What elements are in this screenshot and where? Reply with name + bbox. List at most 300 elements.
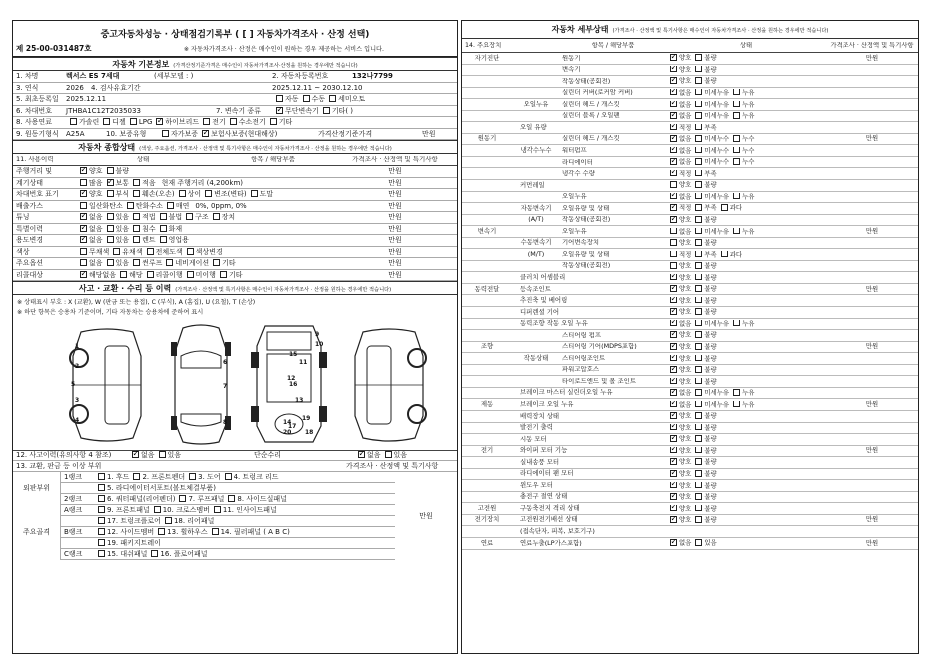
simple-repair-checkbox[interactable] bbox=[358, 451, 365, 458]
status-option-label: 없음 bbox=[89, 224, 103, 233]
rank-checkbox[interactable] bbox=[179, 495, 186, 502]
detail-item: 스티어링조인트 bbox=[562, 354, 606, 362]
rank-row bbox=[61, 505, 395, 516]
status-checkbox[interactable] bbox=[167, 202, 174, 209]
status-checkbox[interactable] bbox=[80, 236, 87, 243]
detail-row bbox=[462, 215, 918, 227]
detail-checkbox[interactable] bbox=[695, 251, 702, 258]
detail-item: 오일유량 및 상태 bbox=[562, 250, 610, 258]
detail-options bbox=[666, 112, 826, 120]
detail-option-label: 부족 bbox=[704, 250, 717, 259]
detail-checkbox[interactable] bbox=[670, 239, 677, 246]
detail-checkbox[interactable] bbox=[695, 343, 702, 350]
status-checkbox[interactable] bbox=[133, 190, 140, 197]
detail-checkbox[interactable] bbox=[695, 505, 702, 512]
detail-option-label: 미세누수 bbox=[704, 158, 730, 166]
detail-title: 자동차 세부상태 bbox=[551, 25, 609, 34]
status-checkbox[interactable] bbox=[107, 190, 114, 197]
detail-option-label: 불량 bbox=[704, 366, 717, 374]
status-checkbox[interactable] bbox=[147, 271, 154, 278]
fuel-checkbox[interactable] bbox=[203, 118, 210, 125]
detail-checkbox[interactable] bbox=[695, 274, 702, 281]
outer-panel-label: 외판부위 bbox=[22, 484, 51, 493]
detail-option-label: 양호 bbox=[679, 216, 692, 224]
status-checkbox[interactable] bbox=[187, 248, 194, 255]
detail-checkbox[interactable] bbox=[670, 274, 677, 281]
status-checkbox[interactable] bbox=[80, 225, 87, 232]
detail-checkbox[interactable] bbox=[670, 262, 677, 269]
status-checkbox[interactable] bbox=[133, 179, 140, 186]
detail-checkbox[interactable] bbox=[670, 124, 677, 131]
fuel-option-label: 수소전기 bbox=[238, 118, 266, 127]
detail-checkbox[interactable] bbox=[670, 412, 677, 419]
rank-checkbox[interactable] bbox=[98, 517, 105, 524]
detail-subcategory: 와이퍼 모터 기능 bbox=[520, 446, 568, 455]
detail-checkbox[interactable] bbox=[733, 389, 740, 396]
status-row-options bbox=[73, 271, 333, 279]
transmission-checkbox[interactable] bbox=[276, 95, 283, 102]
detail-checkbox[interactable] bbox=[733, 320, 740, 327]
detail-checkbox[interactable] bbox=[670, 181, 677, 188]
detail-checkbox[interactable] bbox=[695, 54, 702, 61]
status-option-label: 있음 bbox=[115, 259, 130, 268]
status-checkbox[interactable] bbox=[107, 167, 114, 174]
fuel-checkbox[interactable] bbox=[70, 118, 77, 125]
detail-subcategory: (A/T) bbox=[528, 215, 544, 224]
fuel-option-label: 하이브리드 bbox=[165, 118, 200, 127]
status-checkbox[interactable] bbox=[80, 213, 87, 220]
part-number-label: 19 bbox=[302, 415, 311, 422]
status-checkbox[interactable] bbox=[80, 179, 87, 186]
status-checkbox[interactable] bbox=[107, 259, 114, 266]
rank-item-label: 7. 루프패널 bbox=[188, 494, 225, 503]
status-option-label: 미이행 bbox=[195, 270, 216, 279]
detail-checkbox[interactable] bbox=[695, 204, 702, 211]
detail-checkbox[interactable] bbox=[695, 539, 702, 546]
accident-table bbox=[13, 450, 457, 560]
detail-checkbox[interactable] bbox=[695, 401, 702, 408]
fuel-checkbox[interactable] bbox=[156, 118, 163, 125]
fuel-checkbox[interactable] bbox=[103, 118, 110, 125]
status-checkbox[interactable] bbox=[107, 179, 114, 186]
part-number-label: 15 bbox=[289, 351, 298, 358]
rank-checkbox[interactable] bbox=[151, 550, 158, 557]
detail-checkbox[interactable] bbox=[670, 343, 677, 350]
rank-checkbox[interactable] bbox=[165, 517, 172, 524]
detail-checkbox[interactable] bbox=[670, 251, 677, 258]
detail-checkbox[interactable] bbox=[670, 158, 677, 165]
status-checkbox[interactable] bbox=[80, 202, 87, 209]
detail-row bbox=[462, 446, 918, 458]
fuel-options bbox=[63, 118, 295, 126]
detail-checkbox[interactable] bbox=[695, 412, 702, 419]
detail-checkbox[interactable] bbox=[695, 355, 702, 362]
status-option-label: 해당없음 bbox=[89, 270, 117, 279]
status-option-label: 영업용 bbox=[168, 236, 189, 245]
status-checkbox[interactable] bbox=[107, 225, 114, 232]
basic-row-carname bbox=[13, 71, 457, 83]
rank-checkbox[interactable] bbox=[158, 528, 165, 535]
rank-items bbox=[91, 528, 293, 536]
status-row-options bbox=[73, 248, 333, 256]
detail-checkbox[interactable] bbox=[670, 147, 677, 154]
status-checkbox[interactable] bbox=[220, 271, 227, 278]
rank-checkbox[interactable] bbox=[98, 528, 105, 535]
status-option-label: 렌트 bbox=[142, 236, 156, 245]
detail-options bbox=[666, 320, 826, 328]
detail-checkbox[interactable] bbox=[695, 124, 702, 131]
status-option-label: 없음 bbox=[89, 259, 103, 268]
status-option-label: 네비게이션 bbox=[175, 259, 210, 268]
detail-checkbox[interactable] bbox=[695, 101, 702, 108]
detail-checkbox[interactable] bbox=[670, 89, 677, 96]
status-row-label: 색상 bbox=[16, 247, 30, 256]
detail-row bbox=[462, 53, 918, 65]
detail-checkbox[interactable] bbox=[695, 181, 702, 188]
detail-checkbox[interactable] bbox=[695, 308, 702, 315]
rank-item-label: 2. 프론트펜더 bbox=[142, 472, 186, 481]
rank-checkbox[interactable] bbox=[225, 473, 232, 480]
detail-checkbox[interactable] bbox=[695, 493, 702, 500]
status-row-label: 리콜대상 bbox=[16, 270, 44, 279]
car-name-label: 1. 차명 bbox=[16, 72, 39, 81]
detail-option-label: 불량 bbox=[704, 481, 717, 490]
detail-checkbox[interactable] bbox=[695, 216, 702, 223]
detail-checkbox[interactable] bbox=[670, 389, 677, 396]
detail-subcategory: 자동변속기 bbox=[520, 203, 552, 212]
status-checkbox[interactable] bbox=[133, 259, 140, 266]
detail-checkbox[interactable] bbox=[695, 424, 702, 431]
accident-subtitle: (가격조사 · 산정액 및 특기사항은 매수인이 자동차가격조사 · 산정을 원하는 경우에만 적습니다) bbox=[175, 287, 392, 293]
status-checkbox[interactable] bbox=[80, 271, 87, 278]
detail-option-label: 미세누유 bbox=[704, 88, 730, 97]
status-checkbox[interactable] bbox=[133, 225, 140, 232]
detail-checkbox[interactable] bbox=[695, 447, 702, 454]
status-option-label: 매연 bbox=[175, 201, 190, 210]
detail-row bbox=[462, 538, 918, 550]
rank-checkbox[interactable] bbox=[214, 506, 221, 513]
detail-checkbox[interactable] bbox=[670, 170, 677, 177]
detail-checkbox[interactable] bbox=[670, 401, 677, 408]
detail-options bbox=[666, 262, 826, 270]
status-checkbox[interactable] bbox=[133, 236, 140, 243]
transmission-checkbox[interactable] bbox=[303, 95, 310, 102]
status-option-label: 기타 bbox=[222, 259, 236, 268]
detail-checkbox[interactable] bbox=[695, 378, 702, 385]
detail-checkbox[interactable] bbox=[695, 262, 702, 269]
detail-checkbox[interactable] bbox=[721, 251, 728, 258]
car-diagram bbox=[13, 320, 457, 450]
detail-checkbox[interactable] bbox=[695, 112, 702, 119]
status-checkbox[interactable] bbox=[127, 202, 134, 209]
detail-checkbox[interactable] bbox=[733, 101, 740, 108]
detail-checkbox[interactable] bbox=[670, 482, 677, 489]
detail-checkbox[interactable] bbox=[695, 320, 702, 327]
detail-checkbox[interactable] bbox=[670, 366, 677, 373]
detail-checkbox[interactable] bbox=[695, 228, 702, 235]
status-row-options bbox=[73, 236, 333, 244]
detail-checkbox[interactable] bbox=[695, 135, 702, 142]
detail-checkbox[interactable] bbox=[695, 193, 702, 200]
detail-checkbox[interactable] bbox=[670, 54, 677, 61]
rank-checkbox[interactable] bbox=[98, 539, 105, 546]
detail-option-label: 양호 bbox=[679, 366, 692, 374]
detail-checkbox[interactable] bbox=[695, 89, 702, 96]
detail-checkbox[interactable] bbox=[670, 331, 677, 338]
detail-checkbox[interactable] bbox=[670, 505, 677, 512]
rank-rows bbox=[61, 472, 395, 560]
detail-checkbox[interactable] bbox=[670, 539, 677, 546]
detail-checkbox[interactable] bbox=[695, 170, 702, 177]
detail-option-label: 없음 bbox=[679, 389, 692, 397]
fuel-option-label: 기타 bbox=[278, 118, 293, 127]
detail-checkbox[interactable] bbox=[695, 458, 702, 465]
status-checkbox[interactable] bbox=[147, 248, 154, 255]
rank-row bbox=[61, 494, 395, 505]
detail-checkbox[interactable] bbox=[733, 112, 740, 119]
status-checkbox[interactable] bbox=[107, 213, 114, 220]
rank-checkbox[interactable] bbox=[98, 473, 105, 480]
detail-checkbox[interactable] bbox=[670, 285, 677, 292]
transmission-option-label: 세미오토 bbox=[338, 95, 366, 104]
status-checkbox[interactable] bbox=[107, 236, 114, 243]
accident-checkbox[interactable] bbox=[132, 451, 139, 458]
detail-option-label: 양호 bbox=[679, 493, 692, 501]
detail-checkbox[interactable] bbox=[670, 378, 677, 385]
status-option-label: 적음 bbox=[142, 178, 156, 187]
detail-checkbox[interactable] bbox=[670, 112, 677, 119]
detail-checkbox[interactable] bbox=[670, 216, 677, 223]
detail-column-header bbox=[462, 39, 918, 53]
detail-checkbox[interactable] bbox=[733, 193, 740, 200]
detail-subcategory: 브레이크 마스터 실린더오일 누유 bbox=[520, 388, 613, 397]
status-checkbox[interactable] bbox=[80, 248, 87, 255]
detail-checkbox[interactable] bbox=[695, 482, 702, 489]
document-title: 중고자동차성능 · 상태점검기록부 ( [ ] 자동차가격조사 · 산정 선택) bbox=[100, 30, 370, 40]
detail-checkbox[interactable] bbox=[733, 158, 740, 165]
detail-category: 전기장치 bbox=[474, 515, 500, 524]
detail-options bbox=[666, 470, 826, 478]
status-row bbox=[13, 189, 457, 201]
detail-checkbox[interactable] bbox=[695, 66, 702, 73]
detail-option-label: 불량 bbox=[704, 216, 717, 224]
detail-checkbox[interactable] bbox=[670, 320, 677, 327]
part-number-label: 12 bbox=[287, 375, 296, 382]
detail-option-label: 불량 bbox=[704, 493, 717, 501]
detail-item: 오일유량 및 상태 bbox=[562, 204, 610, 212]
detail-subtitle: (가격조사 · 산정액 및 특기사항은 매수인이 자동차가격조사 · 산정을 원하는 경우에만 적습니다) bbox=[612, 28, 829, 34]
detail-checkbox[interactable] bbox=[670, 424, 677, 431]
rank-checkbox[interactable] bbox=[98, 550, 105, 557]
legend bbox=[13, 295, 457, 320]
rank-item-label: 12. 사이드멤버 bbox=[107, 527, 155, 536]
detail-option-label: 불량 bbox=[704, 285, 717, 293]
detail-price: 만원 bbox=[865, 284, 879, 293]
status-checkbox[interactable] bbox=[160, 236, 167, 243]
fuel-checkbox[interactable] bbox=[230, 118, 237, 125]
reg-no-label: 2. 자동차등록번호 bbox=[272, 72, 329, 81]
detail-price: 만원 bbox=[865, 342, 879, 351]
status-row-price: 만원 bbox=[388, 190, 402, 199]
detail-checkbox[interactable] bbox=[670, 435, 677, 442]
detail-checkbox[interactable] bbox=[695, 147, 702, 154]
status-option-label: 있음 bbox=[115, 224, 130, 233]
detail-option-label: 양호 bbox=[679, 296, 692, 305]
detail-option-label: 누유 bbox=[742, 389, 755, 397]
detail-row bbox=[462, 376, 918, 388]
warranty-checkbox[interactable] bbox=[202, 130, 209, 137]
simple-repair-checkbox[interactable] bbox=[385, 451, 392, 458]
status-row-label: 용도변경 bbox=[16, 236, 44, 245]
status-row-label: 배출가스 bbox=[16, 201, 44, 210]
detail-checkbox[interactable] bbox=[733, 147, 740, 154]
fuel-label: 8. 사용연료 bbox=[16, 118, 52, 127]
rank-item-label: 8. 사이드실패널 bbox=[237, 494, 287, 503]
detail-checkbox[interactable] bbox=[670, 204, 677, 211]
status-checkbox[interactable] bbox=[213, 213, 220, 220]
rank-label: B랭크 bbox=[64, 527, 83, 536]
status-option-label: 양호 bbox=[89, 167, 103, 176]
status-checkbox[interactable] bbox=[133, 213, 140, 220]
detail-checkbox[interactable] bbox=[695, 285, 702, 292]
legend-symbols: ※ 상태표시 부호 : X (교환), W (판금 또는 용접), C (부식), A (흠집), U (요철), T (손상) bbox=[17, 299, 256, 306]
detail-checkbox[interactable] bbox=[670, 470, 677, 477]
status-checkbox[interactable] bbox=[120, 271, 127, 278]
part-number-label: 6 bbox=[223, 359, 228, 366]
rank-checkbox[interactable] bbox=[133, 473, 140, 480]
rank-row bbox=[61, 538, 395, 549]
fuel-option-label: 전기 bbox=[212, 118, 226, 127]
status-checkbox[interactable] bbox=[160, 213, 167, 220]
detail-checkbox[interactable] bbox=[695, 435, 702, 442]
detail-checkbox[interactable] bbox=[670, 101, 677, 108]
status-checkbox[interactable] bbox=[179, 190, 186, 197]
detail-option-label: 부족 bbox=[704, 123, 717, 132]
detail-checkbox[interactable] bbox=[670, 77, 677, 84]
status-checkbox[interactable] bbox=[80, 167, 87, 174]
detail-checkbox[interactable] bbox=[670, 297, 677, 304]
detail-row bbox=[462, 319, 918, 331]
status-option-label: 유채색 bbox=[122, 247, 143, 256]
detail-checkbox[interactable] bbox=[670, 308, 677, 315]
status-checkbox[interactable] bbox=[80, 259, 87, 266]
detail-checkbox[interactable] bbox=[695, 297, 702, 304]
rank-item-label: 4. 트렁크 리드 bbox=[233, 472, 279, 481]
detail-options bbox=[666, 355, 826, 363]
basic-info-header bbox=[13, 57, 457, 71]
status-option-label: 화재 bbox=[168, 224, 183, 233]
rank-checkbox[interactable] bbox=[212, 528, 219, 535]
rank-checkbox[interactable] bbox=[98, 495, 105, 502]
detail-checkbox[interactable] bbox=[695, 516, 702, 523]
detail-options bbox=[666, 285, 826, 293]
fuel-option-label: LPG bbox=[138, 118, 153, 127]
detail-checkbox[interactable] bbox=[733, 135, 740, 142]
detail-options bbox=[666, 343, 826, 351]
rank-item-label: 13. 휠하우스 bbox=[167, 527, 208, 536]
detail-price: 만원 bbox=[865, 53, 879, 62]
detail-checkbox[interactable] bbox=[695, 470, 702, 477]
detail-checkbox[interactable] bbox=[670, 135, 677, 142]
detail-checkbox[interactable] bbox=[695, 389, 702, 396]
fuel-checkbox[interactable] bbox=[130, 118, 137, 125]
status-checkbox[interactable] bbox=[186, 213, 193, 220]
detail-item: 오일누유 bbox=[562, 227, 587, 235]
status-checkbox[interactable] bbox=[205, 190, 212, 197]
status-checkbox[interactable] bbox=[160, 225, 167, 232]
rank-label: A랭크 bbox=[64, 505, 83, 514]
rank-checkbox[interactable] bbox=[154, 506, 161, 513]
engine-label: 9. 원동기형식 bbox=[16, 129, 59, 138]
detail-options bbox=[666, 239, 826, 247]
detail-checkbox[interactable] bbox=[733, 401, 740, 408]
detail-checkbox[interactable] bbox=[670, 493, 677, 500]
detail-subcategory: 수동변속기 bbox=[520, 238, 552, 247]
detail-checkbox[interactable] bbox=[670, 66, 677, 73]
detail-checkbox[interactable] bbox=[670, 355, 677, 362]
detail-checkbox[interactable] bbox=[695, 239, 702, 246]
status-checkbox[interactable] bbox=[213, 259, 220, 266]
detail-checkbox[interactable] bbox=[670, 447, 677, 454]
detail-row bbox=[462, 411, 918, 423]
detail-option-label: 과다 bbox=[729, 204, 743, 212]
transmission-checkbox[interactable] bbox=[323, 107, 330, 114]
detail-options bbox=[666, 193, 826, 201]
warranty-checkbox[interactable] bbox=[162, 130, 169, 137]
detail-checkbox[interactable] bbox=[733, 89, 740, 96]
transmission-checkbox[interactable] bbox=[276, 107, 283, 114]
detail-checkbox[interactable] bbox=[733, 228, 740, 235]
detail-options bbox=[666, 366, 826, 374]
rank-checkbox[interactable] bbox=[228, 495, 235, 502]
detail-option-label: 미세누유 bbox=[704, 400, 730, 409]
detail-checkbox[interactable] bbox=[695, 331, 702, 338]
detail-checkbox[interactable] bbox=[695, 158, 702, 165]
status-row-extra: 현재 주행거리 (4,200km) bbox=[161, 178, 243, 187]
rank-checkbox[interactable] bbox=[98, 506, 105, 513]
status-checkbox[interactable] bbox=[251, 190, 258, 197]
status-checkbox[interactable] bbox=[113, 248, 120, 255]
rank-checkbox[interactable] bbox=[98, 484, 105, 491]
detail-checkbox[interactable] bbox=[695, 366, 702, 373]
status-option-label: 구조 bbox=[195, 213, 209, 222]
status-row-price: 만원 bbox=[388, 259, 402, 268]
status-checkbox[interactable] bbox=[80, 190, 87, 197]
detail-subcategory: 발전기 출력 bbox=[520, 423, 553, 432]
status-option-label: 장치 bbox=[221, 213, 236, 222]
detail-checkbox[interactable] bbox=[670, 516, 677, 523]
rank-checkbox[interactable] bbox=[189, 473, 196, 480]
fuel-checkbox[interactable] bbox=[270, 118, 277, 125]
detail-checkbox[interactable] bbox=[670, 458, 677, 465]
detail-checkbox[interactable] bbox=[670, 193, 677, 200]
status-row-options bbox=[73, 213, 333, 221]
detail-row bbox=[462, 238, 918, 250]
status-checkbox[interactable] bbox=[187, 271, 194, 278]
detail-checkbox[interactable] bbox=[721, 204, 728, 211]
detail-option-label: 누유 bbox=[742, 319, 755, 328]
detail-checkbox[interactable] bbox=[670, 228, 677, 235]
detail-option-label: 양호 bbox=[679, 481, 692, 490]
accident-checkbox[interactable] bbox=[159, 451, 166, 458]
detail-row bbox=[462, 457, 918, 469]
detail-checkbox[interactable] bbox=[695, 77, 702, 84]
status-checkbox[interactable] bbox=[166, 259, 173, 266]
transmission-options-b bbox=[269, 107, 356, 115]
detail-subcategory: 커먼레일 bbox=[520, 180, 545, 189]
transmission-checkbox[interactable] bbox=[329, 95, 336, 102]
detail-option-label: 없음 bbox=[679, 400, 692, 409]
